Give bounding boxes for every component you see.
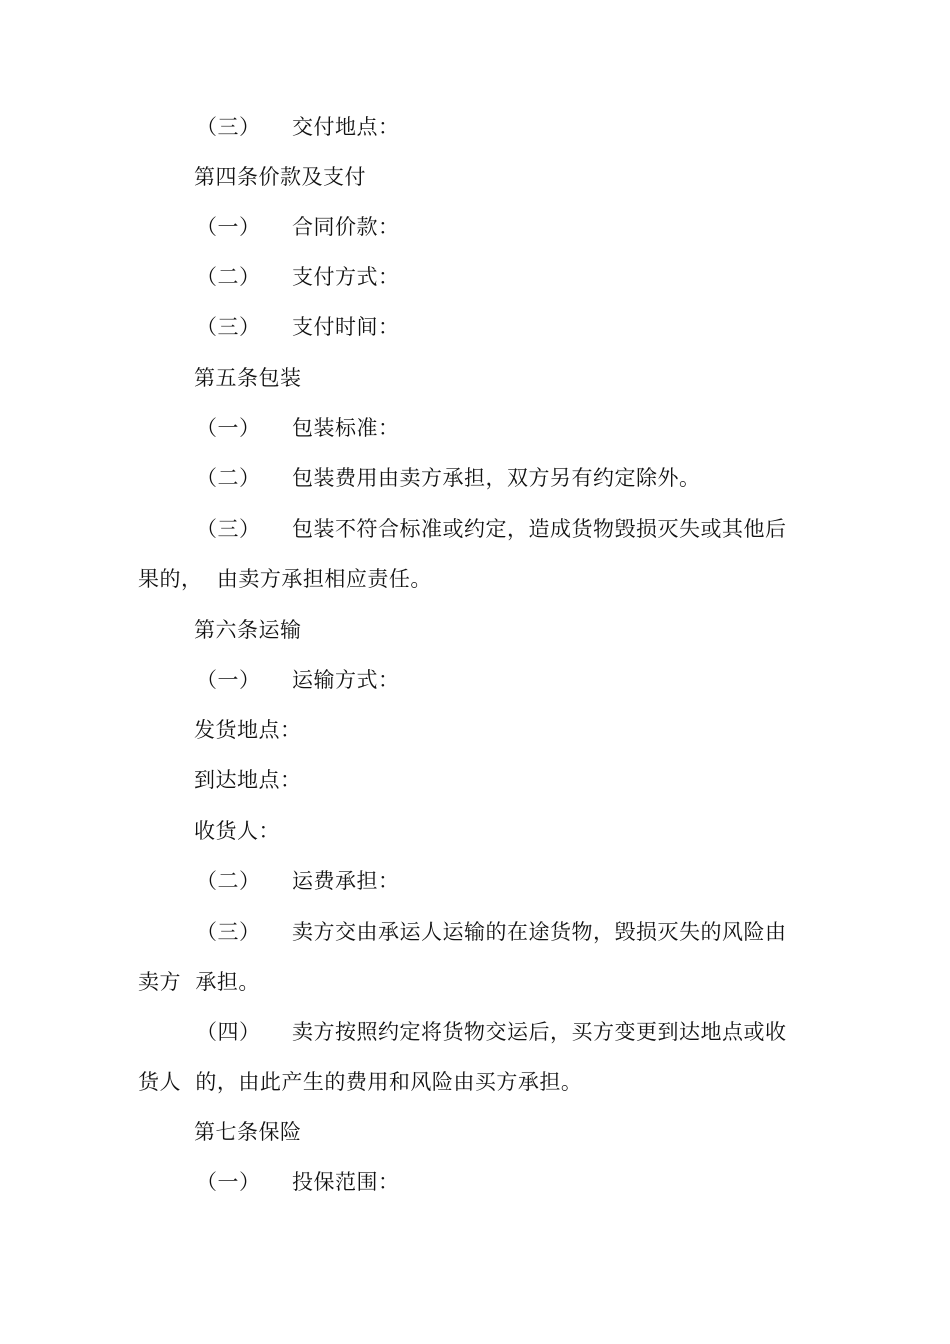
continuation-text: 卖方 承担。 bbox=[138, 970, 260, 994]
item-text: 包装不符合标准或约定，造成货物毁损灭失或其他后 bbox=[292, 517, 787, 541]
field-label: 到达地点： bbox=[194, 768, 302, 792]
item-number: （二） bbox=[196, 869, 261, 893]
item-text: 支付方式： bbox=[292, 265, 400, 289]
item-text: 投保范围： bbox=[292, 1170, 400, 1194]
item-number: （三） bbox=[196, 115, 261, 139]
item-text: 运费承担： bbox=[292, 869, 400, 893]
item-text: 卖方按照约定将货物交运后，买方变更到达地点或收 bbox=[292, 1020, 787, 1044]
item-text: 合同价款： bbox=[292, 215, 400, 239]
heading-text: 第六条运输 bbox=[194, 618, 302, 642]
item-number: （一） bbox=[196, 215, 261, 239]
item-text: 支付时间： bbox=[292, 315, 400, 339]
heading-text: 第五条包装 bbox=[194, 366, 302, 390]
item-number: （二） bbox=[196, 466, 261, 490]
heading-text: 第七条保险 bbox=[194, 1120, 302, 1144]
item-number: （一） bbox=[196, 668, 261, 692]
item-number: （一） bbox=[196, 1170, 261, 1194]
item-number: （四） bbox=[196, 1020, 261, 1044]
item-number: （三） bbox=[196, 920, 261, 944]
item-text: 包装标准： bbox=[292, 416, 400, 440]
field-label: 收货人： bbox=[194, 819, 280, 843]
item-text: 交付地点： bbox=[292, 115, 400, 139]
field-label: 发货地点： bbox=[194, 718, 302, 742]
item-number: （三） bbox=[196, 315, 261, 339]
continuation-text: 货人 的，由此产生的费用和风险由买方承担。 bbox=[138, 1070, 583, 1094]
item-text: 卖方交由承运人运输的在途货物，毁损灭失的风险由 bbox=[292, 920, 787, 944]
item-number: （二） bbox=[196, 265, 261, 289]
heading-text: 第四条价款及支付 bbox=[194, 165, 366, 189]
item-number: （一） bbox=[196, 416, 261, 440]
item-number: （三） bbox=[196, 517, 261, 541]
continuation-text: 果的， 由卖方承担相应责任。 bbox=[138, 567, 432, 591]
item-text: 包装费用由卖方承担，双方另有约定除外。 bbox=[292, 466, 701, 490]
item-text: 运输方式： bbox=[292, 668, 400, 692]
